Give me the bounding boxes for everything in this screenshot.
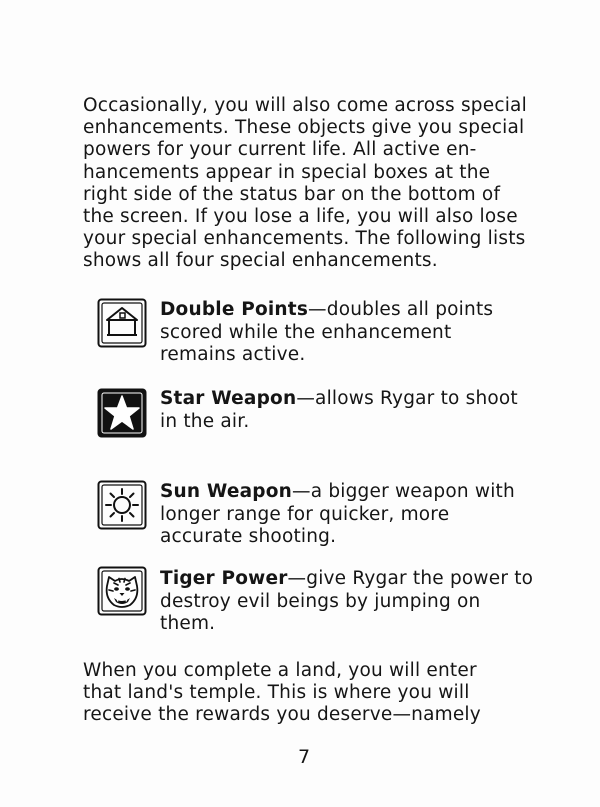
enhancement-description: them. xyxy=(160,613,216,634)
enhancement-description: remains active. xyxy=(160,344,306,365)
intro-line: your special enhancements. The following lists xyxy=(83,228,526,250)
enhancement-description: accurate shooting. xyxy=(160,526,337,547)
enhancement-description: —allows Rygar to shoot xyxy=(296,388,518,409)
outro-line: receive the rewards you deserve—namely xyxy=(83,704,481,726)
enhancement-description: destroy evil beings by jumping on xyxy=(160,590,481,612)
page-number: 7 xyxy=(297,746,311,768)
star-icon xyxy=(97,388,147,438)
intro-line: powers for your current life. All active en- xyxy=(83,139,477,161)
intro-line: enhancements. These objects give you special xyxy=(83,117,525,139)
enhancement-double-points xyxy=(97,298,537,368)
enhancement-description: —a bigger weapon with xyxy=(292,481,515,502)
tiger-face-icon xyxy=(97,566,147,616)
enhancement-description: scored while the enhancement xyxy=(160,321,452,343)
enhancement-name: Sun Weapon xyxy=(160,481,293,502)
enhancement-name: Star Weapon xyxy=(160,388,297,409)
intro-paragraph xyxy=(83,95,527,273)
sun-icon xyxy=(97,480,147,530)
enhancement-name: Double Points xyxy=(160,299,309,320)
enhancement-description: longer range for quicker, more xyxy=(160,503,450,525)
outro-paragraph xyxy=(83,660,481,727)
enhancement-sun-weapon xyxy=(97,480,537,550)
double-points-house-icon xyxy=(97,298,147,348)
enhancement-name: Tiger Power xyxy=(160,568,288,589)
enhancement-description: in the air. xyxy=(160,410,250,432)
enhancement-tiger-power xyxy=(97,566,537,636)
intro-line: hancements appear in special boxes at the xyxy=(83,161,491,183)
enhancement-star-weapon xyxy=(97,388,537,458)
enhancement-description: —give Rygar the power to xyxy=(287,568,534,589)
outro-line: When you complete a land, you will enter xyxy=(83,660,477,681)
intro-line: the screen. If you lose a life, you will also lose xyxy=(83,206,518,228)
intro-line: right side of the status bar on the bottom of xyxy=(83,183,501,205)
intro-line: Occasionally, you will also come across special xyxy=(83,95,527,116)
outro-line: that land's temple. This is where you will xyxy=(83,682,470,704)
enhancement-description: —doubles all points xyxy=(308,299,494,320)
intro-line: shows all four special enhancements. xyxy=(83,250,438,272)
